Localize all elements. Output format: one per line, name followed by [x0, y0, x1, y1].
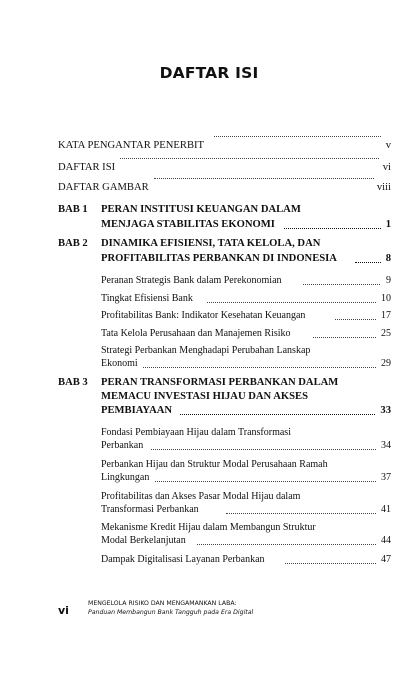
section-page: 10 [381, 293, 391, 304]
section-page: 41 [381, 504, 391, 515]
dot-leader [285, 563, 376, 564]
page-title: DAFTAR ISI [159, 64, 259, 82]
chapter-page: 8 [385, 253, 391, 264]
section-page: 17 [381, 310, 391, 321]
dot-leader [120, 158, 379, 159]
toc-entry-page: vi [382, 162, 391, 173]
chapter-page: 33 [380, 405, 391, 416]
toc-entry-label: KATA PENGANTAR PENERBIT [58, 140, 205, 151]
dot-leader [154, 178, 374, 179]
section-page: 37 [381, 472, 391, 483]
chapter-number: BAB 2 [58, 238, 88, 249]
toc-entry-label: DAFTAR ISI [58, 162, 116, 173]
running-subtitle: Panduan Membangun Bank Tangguh pada Era Digital [88, 609, 254, 616]
dot-leader [335, 319, 376, 320]
section-page: 34 [381, 440, 391, 451]
dot-leader [143, 367, 376, 368]
section-page: 47 [381, 554, 391, 565]
toc-entry-page: v [385, 140, 391, 151]
section-page: 9 [386, 275, 391, 286]
dot-leader [214, 136, 381, 137]
toc-entry-page: viii [376, 182, 391, 193]
dot-leader [284, 228, 381, 229]
dot-leader [180, 414, 375, 415]
dot-leader [207, 302, 376, 303]
dot-leader [355, 262, 381, 263]
dot-leader [155, 481, 376, 482]
dot-leader [197, 544, 376, 545]
running-title: MENGELOLA RISIKO DAN MENGAMANKAN LABA: [88, 600, 237, 607]
dot-leader [151, 449, 376, 450]
page-number: vi [58, 604, 69, 617]
chapter-number: BAB 1 [58, 204, 88, 215]
section-page: 25 [381, 328, 391, 339]
section-page: 29 [381, 358, 391, 369]
chapter-number: BAB 3 [58, 377, 88, 388]
chapter-page: 1 [385, 219, 391, 230]
section-page: 44 [381, 535, 391, 546]
toc-entry-label: DAFTAR GAMBAR [58, 182, 149, 193]
dot-leader [303, 284, 380, 285]
dot-leader [226, 513, 376, 514]
dot-leader [313, 337, 376, 338]
